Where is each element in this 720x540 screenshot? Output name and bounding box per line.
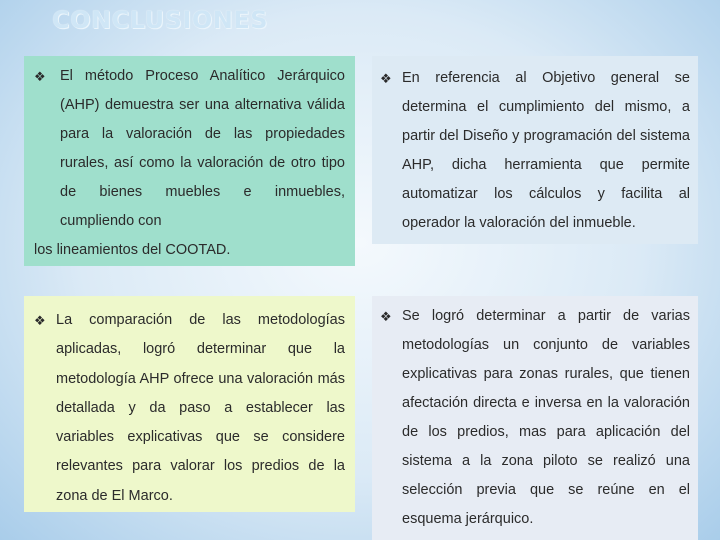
conclusion-continuation-1: los lineamientos del COOTAD. bbox=[34, 242, 231, 258]
conclusion-text-3: La comparación de las metodologías aplicadas, logró determinar que la metodología AHP ofrece una valoración más detallada y da paso a establecer las variables explicativas que se considere relevantes para valorar los predios de la zona de El Marco. bbox=[56, 312, 345, 504]
diamond-bullet-icon: ❖ bbox=[380, 71, 392, 86]
conclusion-text-1: El método Proceso Analítico Jerárquico (AHP) demuestra ser una alternativa válida para la valoración de las propiedades rurales, así como la valoración de otro tipo de bienes muebles e inmuebles, cumpliendo con bbox=[60, 68, 345, 229]
diamond-bullet-icon: ❖ bbox=[34, 69, 46, 84]
conclusion-paragraph-3 bbox=[34, 306, 345, 511]
conclusion-box-2 bbox=[372, 56, 698, 244]
conclusion-paragraph-2 bbox=[380, 64, 690, 238]
conclusion-box-1 bbox=[24, 56, 355, 266]
diamond-bullet-icon: ❖ bbox=[380, 309, 392, 324]
conclusion-text-4: Se logró determinar a partir de varias metodologías un conjunto de variables explicativas para zonas rurales, que tienen afectación directa e inversa en la valoración de los predios, mas para aplicación del sistema a la zona piloto se realizó una selección previa que se reúne en el esquema jerárquico. bbox=[402, 308, 690, 527]
diamond-bullet-icon: ❖ bbox=[34, 313, 46, 328]
conclusion-box-4 bbox=[372, 296, 698, 540]
conclusion-text-2: En referencia al Objetivo general se determina el cumplimiento del mismo, a partir del Diseño y programación del sistema AHP, dicha herramienta que permite automatizar los cálculos y facilita al operador la valoración del inmueble. bbox=[402, 70, 690, 231]
conclusion-box-3 bbox=[24, 296, 355, 512]
slide-title: CONCLUSIONES bbox=[52, 6, 269, 34]
conclusion-paragraph-4 bbox=[380, 302, 690, 534]
conclusion-paragraph-1 bbox=[34, 62, 345, 236]
